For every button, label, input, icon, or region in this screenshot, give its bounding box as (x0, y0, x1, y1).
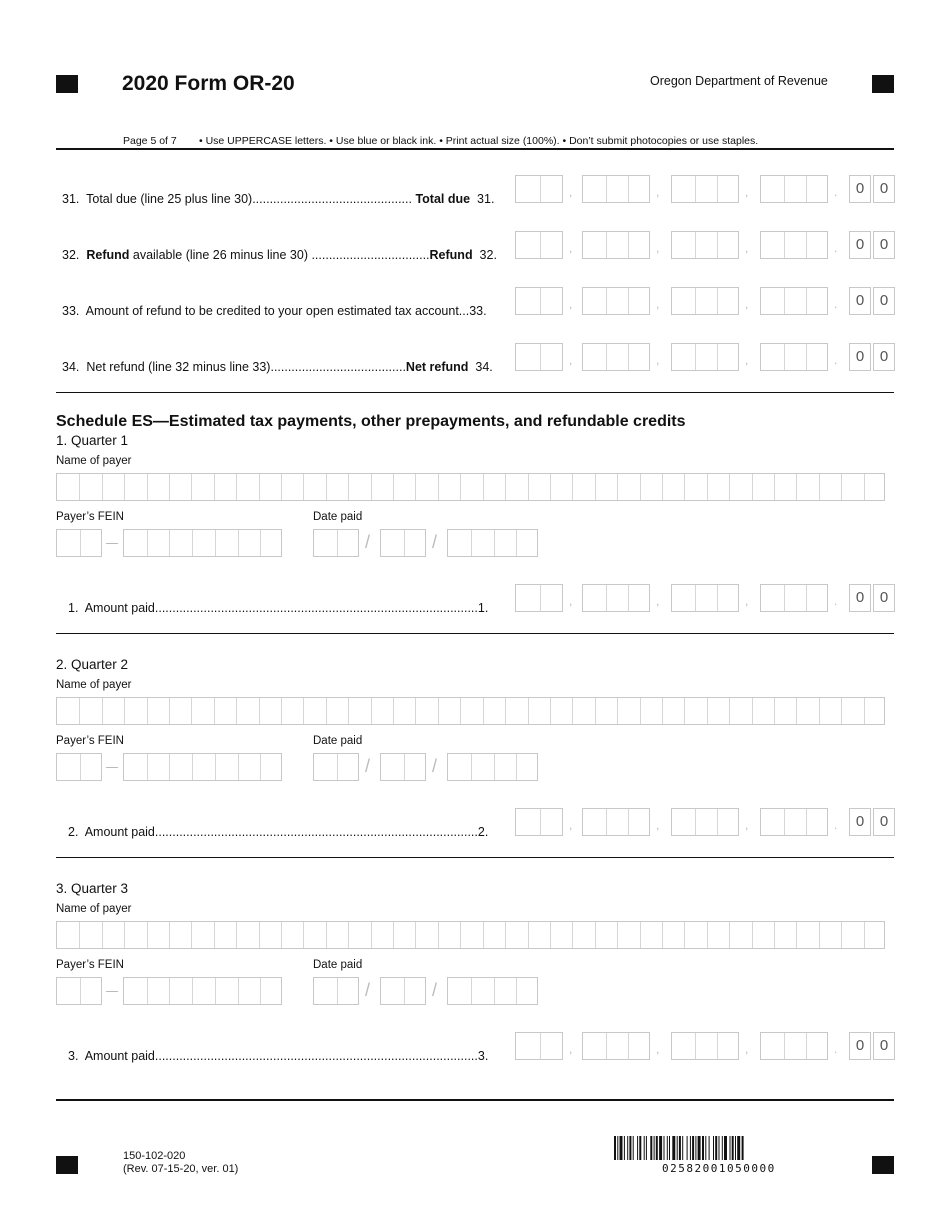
quarter-1-date-month-input[interactable] (313, 529, 359, 557)
barcode-bar (639, 1136, 641, 1160)
quarter-1-amount-digits-group-2[interactable] (582, 584, 650, 612)
quarter-1-amount-cents-1: 0 (849, 584, 871, 612)
barcode-bar (646, 1136, 647, 1160)
quarter-1-rule (56, 633, 894, 634)
line-33-amount-decimal-point: . (834, 297, 838, 311)
barcode-bar (737, 1136, 740, 1160)
quarter-2-amount-decimal-point: . (834, 818, 838, 832)
form-number: 150-102-020 (123, 1150, 186, 1162)
barcode (614, 1136, 826, 1160)
line-34-amount-digits-group-1[interactable] (515, 343, 563, 371)
barcode-bar (629, 1136, 631, 1160)
barcode-bar (617, 1136, 618, 1160)
quarter-3-fein-prefix-input[interactable] (56, 977, 102, 1005)
quarter-1-amount-digits-group-3[interactable] (671, 584, 739, 612)
quarter-1-fein-suffix-input[interactable] (123, 529, 282, 557)
quarter-1-amount-digits-group-4[interactable] (760, 584, 828, 612)
line-33-amount-comma: , (656, 297, 660, 311)
quarter-2-date-label: Date paid (313, 735, 363, 747)
barcode-bar (667, 1136, 668, 1160)
quarter-3-amount-comma: , (656, 1042, 660, 1056)
barcode-bar (702, 1136, 704, 1160)
line-32-amount-digits-group-3[interactable] (671, 231, 739, 259)
barcode-bar (722, 1136, 723, 1160)
quarter-3-name-input[interactable] (56, 921, 885, 949)
quarter-3-amount-digits-group-4[interactable] (760, 1032, 828, 1060)
quarter-1-fein-dash (106, 543, 118, 544)
line-32-amount-decimal-point: . (834, 241, 838, 255)
line-33-amount-digits-group-1[interactable] (515, 287, 563, 315)
barcode-bar (672, 1136, 675, 1160)
barcode-bar (650, 1136, 652, 1160)
barcode-bar (654, 1136, 655, 1160)
quarter-1-fein-prefix-input[interactable] (56, 529, 102, 557)
quarter-2-fein-prefix-input[interactable] (56, 753, 102, 781)
quarter-3-date-year-input[interactable] (447, 977, 538, 1005)
quarter-2-amount-comma: , (656, 818, 660, 832)
quarter-2-title: 2. Quarter 2 (56, 657, 129, 672)
barcode-bar (644, 1136, 645, 1160)
line-32-amount-cents-2: 0 (873, 231, 895, 259)
quarter-2-amount-comma: , (569, 818, 573, 832)
quarter-1-date-slash-2: / (432, 532, 438, 552)
line-31-amount-comma: , (656, 185, 660, 199)
line-34-label: 34. Net refund (line 32 minus line 33).......................................Net refund 34. (62, 360, 493, 374)
registration-mark-bottom-left (56, 1156, 78, 1174)
quarter-3-amount-digits-group-1[interactable] (515, 1032, 563, 1060)
quarter-2-amount-digits-group-3[interactable] (671, 808, 739, 836)
line-32-amount-digits-group-4[interactable] (760, 231, 828, 259)
line-31-amount-digits-group-2[interactable] (582, 175, 650, 203)
line-32-amount-comma: , (745, 241, 749, 255)
quarter-2-date-year-input[interactable] (447, 753, 538, 781)
line-32-amount-comma: , (656, 241, 660, 255)
registration-mark-top-left (56, 75, 78, 93)
quarter-3-date-slash-2: / (432, 980, 438, 1000)
registration-mark-bottom-right (872, 1156, 894, 1174)
barcode-bar (659, 1136, 662, 1160)
quarter-1-name-label: Name of payer (56, 455, 132, 467)
quarter-3-fein-dash (106, 991, 118, 992)
barcode-bar (719, 1136, 720, 1160)
header-rule (56, 148, 894, 150)
quarter-1-amount-comma: , (656, 594, 660, 608)
barcode-bar (664, 1136, 665, 1160)
barcode-bar (656, 1136, 658, 1160)
quarter-2-name-input[interactable] (56, 697, 885, 725)
line-31-amount-decimal-point: . (834, 185, 838, 199)
quarter-1-title: 1. Quarter 1 (56, 433, 129, 448)
quarter-2-amount-digits-group-2[interactable] (582, 808, 650, 836)
line-31-amount-cents-1: 0 (849, 175, 871, 203)
barcode-bar (709, 1136, 710, 1160)
barcode-bar (730, 1136, 731, 1160)
quarter-2-amount-label: 2. Amount paid.............................................................................................2. (68, 825, 489, 839)
quarter-3-amount-cents-1: 0 (849, 1032, 871, 1060)
barcode-bar (679, 1136, 681, 1160)
quarter-1-amount-decimal-point: . (834, 594, 838, 608)
quarter-3-date-label: Date paid (313, 959, 363, 971)
barcode-bar (682, 1136, 683, 1160)
line-32-amount-digits-group-1[interactable] (515, 231, 563, 259)
line-34-amount-cents-2: 0 (873, 343, 895, 371)
barcode-bar (732, 1136, 734, 1160)
quarter-2-fein-dash (106, 767, 118, 768)
line-32-amount-comma: , (569, 241, 573, 255)
line-33-amount-cents-1: 0 (849, 287, 871, 315)
form-title: 2020 Form OR-20 (122, 72, 295, 95)
barcode-bar (698, 1136, 701, 1160)
line-33-amount-comma: , (745, 297, 749, 311)
quarter-2-amount-cents-1: 0 (849, 808, 871, 836)
line-31-label: 31. Total due (line 25 plus line 30).............................................. Total due 31. (62, 192, 495, 206)
line-33-label: 33. Amount of refund to be credited to your open estimated tax account...33. (62, 304, 487, 318)
quarter-2-amount-digits-group-4[interactable] (760, 808, 828, 836)
barcode-bar (724, 1136, 727, 1160)
lines-section-rule (56, 392, 894, 393)
quarter-3-fein-label: Payer’s FEIN (56, 959, 124, 971)
barcode-bar (735, 1136, 736, 1160)
line-34-amount-comma: , (656, 353, 660, 367)
quarter-1-date-year-input[interactable] (447, 529, 538, 557)
line-33-amount-comma: , (569, 297, 573, 311)
quarter-3-amount-comma: , (745, 1042, 749, 1056)
line-34-amount-digits-group-4[interactable] (760, 343, 828, 371)
quarter-1-date-day-input[interactable] (380, 529, 426, 557)
quarter-3-amount-decimal-point: . (834, 1042, 838, 1056)
line-33-amount-cents-2: 0 (873, 287, 895, 315)
barcode-bar (624, 1136, 625, 1160)
barcode-bar (715, 1136, 717, 1160)
barcode-bar (690, 1136, 691, 1160)
barcode-bar (637, 1136, 638, 1160)
agency-name: Oregon Department of Revenue (650, 74, 828, 88)
line-33-amount-digits-group-4[interactable] (760, 287, 828, 315)
quarter-3-fein-suffix-input[interactable] (123, 977, 282, 1005)
quarter-1-amount-cents-2: 0 (873, 584, 895, 612)
quarter-3-amount-comma: , (569, 1042, 573, 1056)
print-instructions: • Use UPPERCASE letters. • Use blue or black ink. • Print actual size (100%). • Don’t submit photocopies or use staples. (199, 135, 759, 147)
quarter-1-amount-comma: , (745, 594, 749, 608)
quarter-2-rule (56, 857, 894, 858)
barcode-bar (614, 1136, 616, 1160)
quarter-1-date-label: Date paid (313, 511, 363, 523)
schedule-es-title: Schedule ES—Estimated tax payments, other prepayments, and refundable credits (56, 413, 686, 430)
line-31-amount-comma: , (745, 185, 749, 199)
quarter-2-name-label: Name of payer (56, 679, 132, 691)
barcode-bar (687, 1136, 688, 1160)
line-32-label: 32. Refund available (line 26 minus line 30) ..................................Refund 32. (62, 248, 497, 262)
quarter-1-amount-label: 1. Amount paid.............................................................................................1. (68, 601, 489, 615)
line-31-amount-digits-group-1[interactable] (515, 175, 563, 203)
barcode-bar (705, 1136, 706, 1160)
barcode-bar (633, 1136, 634, 1160)
quarter-1-name-input[interactable] (56, 473, 885, 501)
quarter-3-amount-label: 3. Amount paid.............................................................................................3. (68, 1049, 489, 1063)
quarter-2-date-slash-2: / (432, 756, 438, 776)
quarter-2-fein-label: Payer’s FEIN (56, 735, 124, 747)
page-indicator: Page 5 of 7 (123, 135, 177, 147)
barcode-bar (742, 1136, 744, 1160)
barcode-bar (669, 1136, 670, 1160)
line-32-amount-digits-group-2[interactable] (582, 231, 650, 259)
quarter-2-fein-suffix-input[interactable] (123, 753, 282, 781)
quarter-2-amount-comma: , (745, 818, 749, 832)
line-34-amount-digits-group-2[interactable] (582, 343, 650, 371)
quarter-1-amount-comma: , (569, 594, 573, 608)
footer-rule (56, 1099, 894, 1101)
barcode-bar (620, 1136, 623, 1160)
quarter-3-amount-cents-2: 0 (873, 1032, 895, 1060)
quarter-2-date-month-input[interactable] (313, 753, 359, 781)
quarter-3-name-label: Name of payer (56, 903, 132, 915)
barcode-bar (695, 1136, 696, 1160)
line-34-amount-comma: , (745, 353, 749, 367)
quarter-2-date-day-input[interactable] (380, 753, 426, 781)
quarter-3-date-day-input[interactable] (380, 977, 426, 1005)
quarter-3-amount-digits-group-3[interactable] (671, 1032, 739, 1060)
barcode-bar (627, 1136, 628, 1160)
line-31-amount-comma: , (569, 185, 573, 199)
line-32-amount-cents-1: 0 (849, 231, 871, 259)
quarter-3-date-month-input[interactable] (313, 977, 359, 1005)
line-33-amount-digits-group-2[interactable] (582, 287, 650, 315)
quarter-2-amount-cents-2: 0 (873, 808, 895, 836)
barcode-bar (713, 1136, 714, 1160)
line-31-amount-digits-group-3[interactable] (671, 175, 739, 203)
quarter-1-fein-label: Payer’s FEIN (56, 511, 124, 523)
line-34-amount-cents-1: 0 (849, 343, 871, 371)
form-revision: (Rev. 07-15-20, ver. 01) (123, 1163, 239, 1175)
quarter-1-date-slash-1: / (365, 532, 371, 552)
barcode-bar (692, 1136, 694, 1160)
line-31-amount-cents-2: 0 (873, 175, 895, 203)
quarter-1-amount-digits-group-1[interactable] (515, 584, 563, 612)
registration-mark-top-right (872, 75, 894, 93)
line-34-amount-decimal-point: . (834, 353, 838, 367)
line-34-amount-digits-group-3[interactable] (671, 343, 739, 371)
quarter-3-amount-digits-group-2[interactable] (582, 1032, 650, 1060)
quarter-2-amount-digits-group-1[interactable] (515, 808, 563, 836)
barcode-number: 02582001050000 (662, 1162, 776, 1175)
quarter-2-date-slash-1: / (365, 756, 371, 776)
line-34-amount-comma: , (569, 353, 573, 367)
barcode-bar (677, 1136, 678, 1160)
quarter-3-date-slash-1: / (365, 980, 371, 1000)
line-31-amount-digits-group-4[interactable] (760, 175, 828, 203)
quarter-3-title: 3. Quarter 3 (56, 881, 129, 896)
line-33-amount-digits-group-3[interactable] (671, 287, 739, 315)
